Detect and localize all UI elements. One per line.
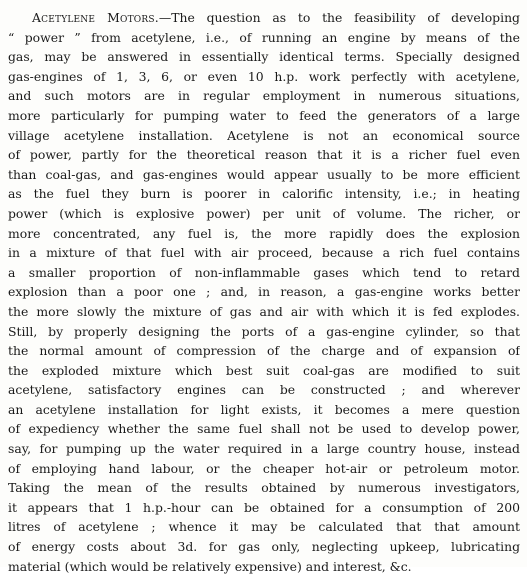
text-line: village acetylene installation. Acetylene is not an economical source (8, 127, 520, 143)
text-line: than coal-gas, and gas-engines would appear usually to be more efficient (8, 166, 520, 182)
text-line: acetylene, satisfactory engines can be constructed ; and wherever (8, 382, 520, 398)
text-line: “ power ” from acetylene, i.e., of running an engine by means of the (8, 29, 520, 45)
text-line: in a mixture of that fuel with air proceed, because a rich fuel contains (8, 245, 520, 261)
text-line: the normal amount of compression of the charge and of expansion of (8, 343, 520, 359)
text-line: explosion than a poor one ; and, in reason, a gas-engine works better (8, 284, 520, 300)
text-line: of energy costs about 3d. for gas only, neglecting upkeep, lubricating (8, 539, 520, 555)
text-line: gas, may be answered in essentially identical terms. Specially designed (8, 49, 520, 65)
text-line: Acetylene Motors.—The question as to the feasibility of developing (32, 10, 520, 25)
text-line: power (which is explosive power) per unit of volume. The richer, or (8, 205, 520, 221)
text-line: of employing hand labour, or the cheaper hot-air or petroleum motor. (8, 460, 520, 476)
text-line: and such motors are in regular employment in numerous situations, (8, 88, 520, 104)
section-heading: Acetylene Motors. (32, 10, 159, 25)
text-line: more concentrated, any fuel is, the more rapidly does the explosion (8, 225, 520, 241)
text-line: it appears that 1 h.p.-hour can be obtained for a consumption of 200 (8, 499, 520, 515)
text-line: the more slowly the mixture of gas and air with which it is fed explodes. (8, 303, 520, 319)
text-line: an acetylene installation for light exists, it becomes a mere question (8, 401, 520, 417)
text-line: a smaller proportion of non-inflammable gases which tend to retard (8, 264, 520, 280)
text-line: of power, partly for the theoretical reason that it is a richer fuel even (8, 147, 520, 163)
text-line: material (which would be relatively expensive) and interest, &c. (8, 558, 412, 574)
paragraph (8, 8, 520, 576)
text-line: more particularly for pumping water to feed the generators of a large (8, 107, 520, 123)
text-line: of expediency whether the same fuel shall not be used to develop power, (8, 421, 520, 437)
text-line: say, for pumping up the water required in a large country house, instead (8, 441, 520, 457)
text-line: Taking the mean of the results obtained by numerous investigators, (8, 480, 520, 496)
text-line: the exploded mixture which best suit coal-gas are modified to suit (8, 362, 520, 378)
text-line: as the fuel they burn is poorer in calorific intensity, i.e.; in heating (8, 186, 520, 202)
text-line: Still, by properly designing the ports of a gas-engine cylinder, so that (8, 323, 520, 339)
text-line: gas-engines of 1, 3, 6, or even 10 h.p. work perfectly with acetylene, (8, 68, 520, 84)
text-line: litres of acetylene ; whence it may be calculated that that amount (8, 519, 520, 535)
